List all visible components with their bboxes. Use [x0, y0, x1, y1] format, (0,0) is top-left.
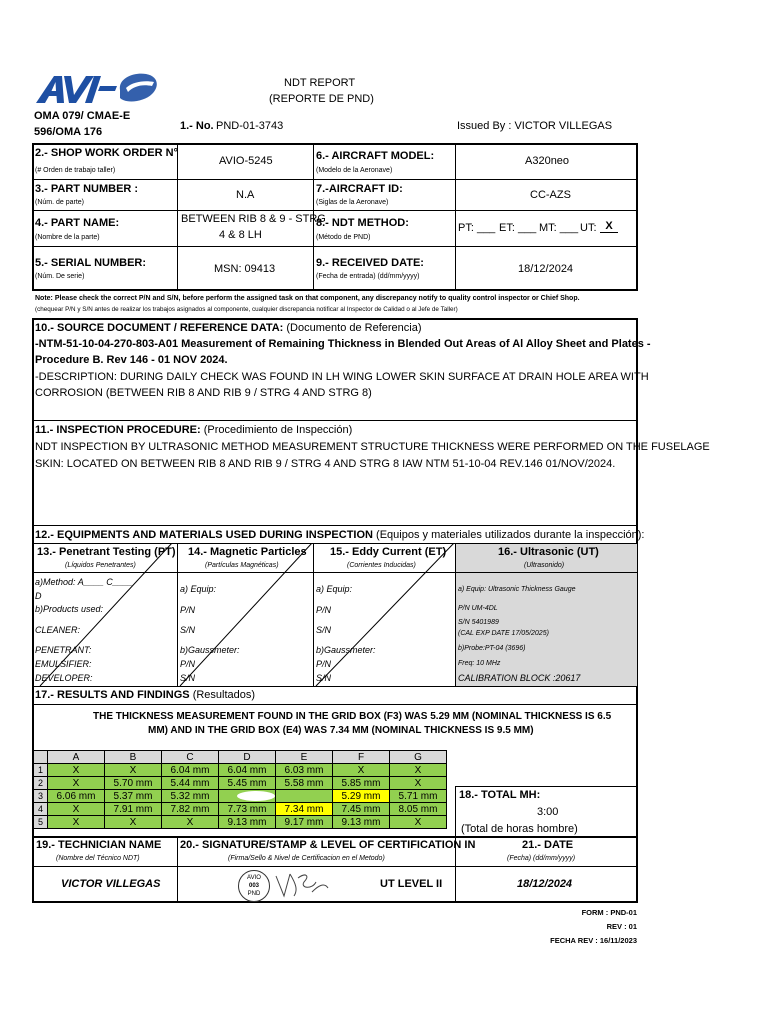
grid-cell: 7.91 mm	[105, 803, 162, 816]
procedure-line-1: NDT INSPECTION BY ULTRASONIC METHOD MEASUREMENT STRUCTURE THICKNESS WERE PERFORMED ON THE FUSELAGE	[35, 441, 710, 453]
grid-cell: 5.71 mm	[390, 790, 447, 803]
grid-cell: 6.04 mm	[162, 764, 219, 777]
part-number-sub: (Núm. de parte)	[35, 199, 85, 206]
total-mh-label: 18.- TOTAL MH:	[459, 789, 541, 801]
grid-row-header: 4	[34, 803, 48, 816]
grid-cell-mark	[237, 791, 275, 801]
source-desc-line-1: -DESCRIPTION: DURING DAILY CHECK WAS FOUND IN LH WING LOWER SKIN SURFACE AT DRAIN HOLE AREA WITH	[35, 371, 649, 383]
form-number: FORM : PND-01	[581, 908, 637, 917]
grid-cell: X	[162, 816, 219, 829]
grid-row	[34, 803, 447, 816]
grid-cell: 5.32 mm	[162, 790, 219, 803]
grid-cell: 5.70 mm	[105, 777, 162, 790]
et-pn: P/N	[316, 605, 332, 615]
certification-stamp: AVIO 003 PND	[238, 870, 270, 902]
source-desc-line-2: CORROSION (BETWEEN RIB 8 AND RIB 9 / STRG 4 AND STRG 8)	[35, 387, 372, 399]
grid-cell: 7.82 mm	[162, 803, 219, 816]
grid-row	[34, 790, 447, 803]
grid-cell	[219, 790, 276, 803]
signoff-date: 18/12/2024	[517, 878, 573, 890]
pt-sub: (Líquidos Penetrantes)	[65, 562, 136, 569]
company-logo	[34, 70, 160, 110]
shop-work-order-value: AVIO-5245	[219, 155, 273, 167]
grid-header-row	[34, 751, 447, 764]
grid-cell: 7.45 mm	[333, 803, 390, 816]
pt-title: 13.- Penetrant Testing (PT)	[37, 546, 176, 558]
grid-cell: 5.29 mm	[333, 790, 390, 803]
ndt-method-et: ET: ___	[499, 222, 537, 234]
form-rev-date: FECHA REV : 16/11/2023	[550, 936, 637, 945]
number-label: 1.- No.	[180, 120, 214, 132]
ut-freq: Freq: 10 MHz	[458, 660, 501, 667]
pt-products: b)Products used:	[35, 604, 104, 614]
part-name-value-2: 4 & 8 LH	[219, 229, 262, 241]
thickness-grid	[33, 750, 447, 829]
pt-penetrant: PENETRANT:	[35, 645, 92, 655]
shop-work-order-sub: (# Orden de trabajo taller)	[35, 167, 116, 174]
ut-title: 16.- Ultrasonic (UT)	[498, 546, 599, 558]
grid-column-header: E	[276, 751, 333, 764]
ut-sub: (Ultrasonido)	[524, 562, 565, 569]
grid-cell: X	[48, 816, 105, 829]
ndt-method-mt: MT: ___	[539, 222, 579, 234]
ndt-method-ut: UT:	[580, 222, 597, 234]
received-date-value: 18/12/2024	[518, 263, 574, 275]
grid-column-header: F	[333, 751, 390, 764]
grid-cell: 6.06 mm	[48, 790, 105, 803]
shop-work-order-label: 2.- SHOP WORK ORDER N°	[35, 147, 178, 159]
grid-column-header: A	[48, 751, 105, 764]
pt-d: D	[35, 591, 42, 601]
grid-row-header: 3	[34, 790, 48, 803]
ut-cal: (CAL EXP DATE 17/05/2025)	[458, 630, 549, 637]
part-name-label: 4.- PART NAME:	[35, 217, 120, 229]
et-sub: (Corrientes Inducidas)	[347, 562, 416, 569]
grid-cell: X	[333, 764, 390, 777]
grid-cell: 9.13 mm	[219, 816, 276, 829]
grid-cell: 5.37 mm	[105, 790, 162, 803]
procedure-section-label: 11.- INSPECTION PROCEDURE: (Procedimiento de Inspección)	[35, 424, 353, 436]
et-equip: a) Equip:	[316, 584, 353, 594]
aircraft-model-sub: (Modelo de la Aeronave)	[316, 167, 393, 174]
et-pn-2: P/N	[316, 659, 332, 669]
date-sub: (Fecha) (dd/mm/yyyy)	[507, 855, 576, 862]
serial-number-value: MSN: 09413	[214, 263, 276, 275]
grid-cell: X	[105, 816, 162, 829]
serial-number-label: 5.- SERIAL NUMBER:	[35, 257, 147, 269]
grid-cell: 8.05 mm	[390, 803, 447, 816]
grid-cell: 5.58 mm	[276, 777, 333, 790]
aircraft-id-value: CC-AZS	[530, 189, 571, 201]
technician-signature	[272, 868, 332, 902]
part-number-label: 3.- PART NUMBER :	[35, 183, 139, 195]
mp-sn-2: S/N	[180, 673, 196, 683]
note-line-1: Note: Please check the correct P/N and S/N, before perform the assigned task on that component, any discrepancy notify to quality control inspector or Chief Shop.	[35, 295, 580, 302]
mp-pn-2: P/N	[180, 659, 196, 669]
source-ref-line-2: Procedure B. Rev 146 - 01 NOV 2024.	[35, 354, 228, 366]
ndt-method-ut-mark: X	[600, 220, 618, 233]
part-number-value: N.A	[236, 189, 255, 201]
part-name-value-1: BETWEEN RIB 8 & 9 - STRG	[181, 213, 326, 225]
grid-row	[34, 764, 447, 777]
grid-column-header: D	[219, 751, 276, 764]
report-title: NDT REPORT	[284, 77, 356, 89]
equipment-section-label: 12.- EQUIPMENTS AND MATERIALS USED DURING INSPECTION (Equipos y materiales utilizados durante la inspección):	[35, 529, 645, 541]
received-date-label: 9.- RECEIVED DATE:	[316, 257, 424, 269]
pt-method: a)Method: A____ C____	[35, 577, 133, 587]
aircraft-model-label: 6.- AIRCRAFT MODEL:	[316, 150, 435, 162]
grid-cell: X	[48, 803, 105, 816]
grid-cell: 7.34 mm	[276, 803, 333, 816]
oma-line-1: OMA 079/ CMAE-E	[34, 110, 131, 122]
et-sn: S/N	[316, 625, 332, 635]
et-sn-2: S/N	[316, 673, 332, 683]
grid-column-header: B	[105, 751, 162, 764]
part-name-sub: (Nombre de la parte)	[35, 234, 100, 241]
signature-sub: (Firma/Sello & Nivel de Certificacion en el Metodo)	[228, 855, 385, 862]
grid-cell	[276, 790, 333, 803]
ut-probe: b)Probe:PT-04 (3696)	[458, 645, 526, 652]
mp-equip: a) Equip:	[180, 584, 217, 594]
grid-cell: X	[390, 777, 447, 790]
grid-cell: 5.44 mm	[162, 777, 219, 790]
et-gauss: b)Gaussmeter:	[316, 645, 376, 655]
aircraft-model-value: A320neo	[525, 155, 570, 167]
number-value: PND-01-3743	[216, 120, 284, 132]
tech-sub: (Nombre del Técnico NDT)	[56, 855, 140, 862]
mp-sub: (Partículas Magnéticas)	[205, 562, 279, 569]
serial-number-sub: (Núm. De serie)	[35, 273, 85, 280]
ndt-method-label: 8.- NDT METHOD:	[316, 217, 409, 229]
ut-pn: P/N UM-4DL	[458, 605, 498, 612]
form-rev: REV : 01	[606, 922, 637, 931]
grid-cell: 7.73 mm	[219, 803, 276, 816]
date-label: 21.- DATE	[522, 839, 574, 851]
grid-row-header: 2	[34, 777, 48, 790]
ndt-method-sub: (Método de PND)	[316, 234, 371, 241]
finding-line-2: MM) AND IN THE GRID BOX (E4) WAS 7.34 MM (NOMINAL THICKNESS IS 9.5 MM)	[148, 725, 534, 736]
grid-cell: 5.85 mm	[333, 777, 390, 790]
grid-cell: 6.03 mm	[276, 764, 333, 777]
oma-line-2: 596/OMA 176	[34, 126, 103, 138]
aircraft-id-label: 7.-AIRCRAFT ID:	[316, 183, 403, 195]
mp-sn: S/N	[180, 625, 196, 635]
total-mh-sub: (Total de horas hombre)	[461, 823, 578, 835]
grid-cell: X	[105, 764, 162, 777]
pt-cleaner: CLEANER:	[35, 625, 81, 635]
report-subtitle: (REPORTE DE PND)	[269, 93, 374, 105]
technician-name: VICTOR VILLEGAS	[61, 878, 161, 890]
aircraft-id-sub: (Siglas de la Aeronave)	[316, 199, 389, 206]
grid-row-header: 5	[34, 816, 48, 829]
grid-row-header: 1	[34, 764, 48, 777]
grid-cell: X	[48, 777, 105, 790]
mp-pn: P/N	[180, 605, 196, 615]
grid-column-header: C	[162, 751, 219, 764]
source-ref-line-1: -NTM-51-10-04-270-803-A01 Measurement of Remaining Thickness in Blended Out Areas of Al Alloy Sheet and Plates -	[35, 338, 651, 350]
mp-gauss: b)Gaussmeter:	[180, 645, 240, 655]
results-section-label: 17.- RESULTS AND FINDINGS (Resultados)	[35, 689, 256, 701]
ut-block: CALIBRATION BLOCK :20617	[458, 673, 581, 683]
signature-label: 20.- SIGNATURE/STAMP & LEVEL OF CERTIFICATION IN	[180, 839, 476, 851]
ndt-method-pt: PT: ___	[458, 222, 496, 234]
grid-cell: X	[390, 816, 447, 829]
grid-column-header: G	[390, 751, 447, 764]
grid-row	[34, 777, 447, 790]
grid-cell: 9.13 mm	[333, 816, 390, 829]
note-line-2: (chequear P/N y S/N antes de realizar los trabajos asignados al componente, cualquier discrepancia notificar al Inspector de Calidad o al Jefe de Taller)	[35, 306, 458, 313]
grid-cell: X	[48, 764, 105, 777]
procedure-line-2: SKIN: LOCATED ON BETWEEN RIB 8 AND RIB 9 / STRG 4 AND STRG 8 IAW NTM 51-10-04 REV.146 01/NOV/2024.	[35, 458, 616, 470]
issued-by: Issued By : VICTOR VILLEGAS	[457, 120, 613, 132]
tech-label: 19.- TECHNICIAN NAME	[36, 839, 162, 851]
pt-developer: DEVELOPER:	[35, 673, 93, 683]
grid-cell: X	[390, 764, 447, 777]
received-date-sub: (Fecha de entrada) (dd/mm/yyyy)	[316, 273, 420, 280]
total-mh-value: 3:00	[537, 806, 559, 818]
finding-line-1: THE THICKNESS MEASUREMENT FOUND IN THE GRID BOX (F3) WAS 5.29 MM (NOMINAL THICKNESS IS 6.5	[93, 711, 612, 722]
ut-sn: S/N 5401989	[458, 619, 499, 626]
pt-emulsifier: EMULSIFIER:	[35, 659, 92, 669]
grid-cell: 5.45 mm	[219, 777, 276, 790]
source-section-label: 10.- SOURCE DOCUMENT / REFERENCE DATA: (Documento de Referencia)	[35, 322, 422, 334]
grid-corner	[34, 751, 48, 764]
grid-cell: 9.17 mm	[276, 816, 333, 829]
mp-title: 14.- Magnetic Particles	[188, 546, 307, 558]
certification-level: UT LEVEL II	[380, 878, 443, 890]
ut-equip: a) Equip: Ultrasonic Thickness Gauge	[458, 586, 576, 593]
grid-cell: 6.04 mm	[219, 764, 276, 777]
et-title: 15.- Eddy Current (ET)	[330, 546, 447, 558]
grid-row	[34, 816, 447, 829]
